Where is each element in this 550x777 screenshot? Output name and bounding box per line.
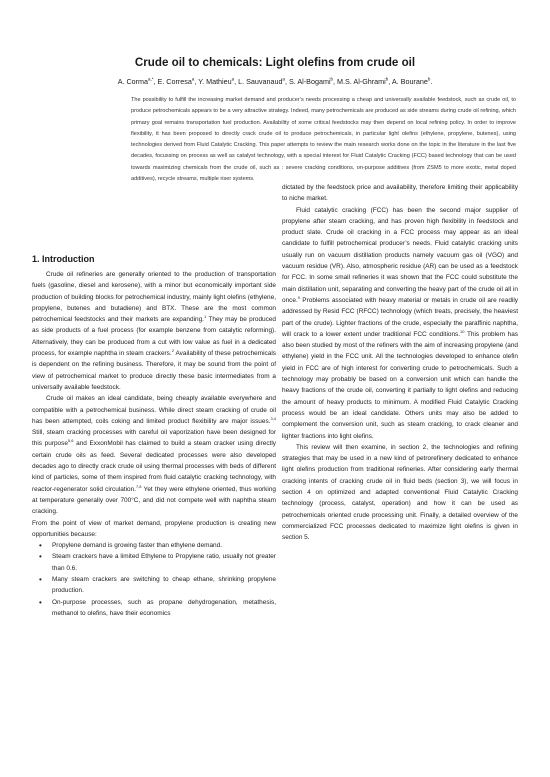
author: S. Al-Bogami	[289, 77, 331, 86]
author-affiliation: b	[427, 76, 431, 82]
reference-marker: 1	[203, 314, 207, 320]
paper-title: Crude oil to chemicals: Light olefins from crude oil	[134, 56, 416, 69]
author: Y. Mathieu	[198, 77, 232, 86]
reference-marker: 9	[297, 294, 300, 300]
paragraph: From the point of view of market demand, propylene production is creating new opportunities because:	[32, 519, 276, 538]
paragraph: Crude oil makes an ideal candidate, being cheaply available everywhere and compatible with a petrochemical business. While direct steam cracking of crude oil has been attempted, coils coking and limited product flexibility are major issues.$^{3,4}$ Still, steam cracking processes with careful oil vaporization have been designed for this purpose$^{5,6}$ and ExxonMobil has claimed to build a steam cracker using directly certain crude oils as feed. Several dedicated processes were also developed decades ago to directly crack crude oil using thermal processes with beds of different kind of particles, some of them inspired from fluid catalytic cracking technology, with reactor-regenerator solid circulation.$^{7,8}$ Yet they were ethylene oriented, thus working at temperature generally over 700°C, and did not compete well with naphtha steam cracking.	[32, 395, 276, 516]
author-affiliation: a	[282, 76, 285, 82]
author-affiliation: a,*	[148, 76, 154, 82]
reference-marker: 2	[171, 347, 174, 353]
author-list: A. Corma$^{a,*}$, E. Corresa$^a$, Y. Mathieu$^a$, L. Sauvanaud$^a$, S. Al-Bogami$^b$, M.S. Al-Ghrami$^b$, A. Bourane$^b$.	[117, 76, 433, 86]
left-column	[32, 253, 276, 619]
reference-marker: 10	[460, 328, 465, 334]
author-affiliation: a	[191, 76, 195, 82]
list-item: • Steam crackers have a limited Ethylene to Propylene ratio, usually not greater than 0.6.	[52, 551, 276, 574]
author-affiliation: b	[385, 76, 389, 82]
reference-marker: 7,8	[135, 483, 142, 489]
right-column	[282, 182, 518, 544]
paragraph: This review will then examine, in section 2, the technologies and refining strategies that may be used in a new kind of petrorefinery dedicated to enhance light olefins production from traditional refineries. After considering early thermal cracking intents of cracking crude oil in fluid beds (section 3), we will focus in section 4 on optimized and adapted conventional Fluid Catalytic Cracking technology (process, catalyst, operation) and how it can be used as petrochemicals oriented crude processing unit. Finally, a detailed overview of the commercialized FCC processes dedicated to maximize light olefins is given in section 5.	[282, 443, 518, 542]
author-affiliation: b	[330, 76, 334, 82]
list-item: • Propylene demand is growing faster than ethylene demand.	[52, 540, 276, 551]
bullet-list	[32, 540, 276, 619]
reference-marker: 5,6	[67, 438, 74, 444]
abstract: The possibility to fulfill the increasing market demand and producer’s needs processing a cheap and universally available feedstock, such as crude oil, to produce petrochemicals appears to be a very attractive strategy. Indeed, many petrochemicals are produced as side streams during crude oil refining, which primary goal remains transportation fuel production. Availability of some critical feedstocks may then depend on local refining policy. In order to improve flexibility, it has been proposed to directly crack crude oil to produce petrochemicals, in particular light olefins (ethylene, propylene, butenes), using technologies derived from Fluid Catalytic Cracking. This paper attempts to review the main research works done on the topic in the literature in the last five decades, focussing on process as well as catalyst technology, with a special interest for Fluid Catalytic Cracking (FCC) based technology that can be used towards maximizing chemicals from the crude oil, such as : severe cracking conditions, on-purpose additives (from ZSM5 to more exotic, metal doped additives), recycle streams, multiple riser systems.	[131, 97, 516, 183]
author: A. Bourane	[391, 77, 428, 86]
author: M.S. Al-Ghrami	[337, 77, 386, 86]
author: L. Sauvanaud	[238, 77, 283, 86]
section-heading-introduction: 1. Introduction	[32, 254, 95, 264]
author: A. Corma	[117, 77, 149, 86]
paragraph: Fluid catalytic cracking (FCC) has been the second major supplier of propylene after steam cracking, and has proven high flexibility in feedstock and product slate. Crude oil cracking in a FCC process may appear as an ideal candidate to fulfill petrochemical producer’s needs. Fluid catalytic cracking units usually run on vacuum distillation products namely vacuum gas oil (VGO) and vacuum residue (VR). Also, atmospheric residue (AR) can be used as a feedstock for FCC. In some small refineries it was shown that the FCC could substitute the main distillation unit, separating and converting the heavy part of the crude oil all in once.$^9$ Problems associated with heavy material or metals in crude oil are readily addressed by Resid FCC (RFCC) technology (which treats, precisely, the heaviest part of the crude). Lighter fractions of the crude, especially the paraffinic naphtha, will crack to a lower extent under traditional FCC conditions.$^{10}$ This problem has also been studied by most of the refiners with the aim of increasing propylene (and ethylene) yield in the FCC unit. All the technologies developed to enhance olefin yield in FCC are of high interest for converting crude to petrochemicals. Such a technology may probably be based on a conversion unit which can handle the heavy fractions of the crude oil, converting it partially to light olefins and reducing the amount of heavy products to minimum. A modified Fluid Catalytic Cracking process would be an ideal candidate. Others units may also be added to complement the conversion unit, such as steam cracking, to crack cleaner and lighter fractions into light olefins.	[282, 206, 518, 440]
paragraph: Crude oil refineries are generally oriented to the production of transportation fuels (gasoline, diesel and kerosene), with a minor but economically important side production of building blocks for petrochemical industry, mainly light olefins (ethylene, propylene, butenes and butadiene) and BTX. These are the most common petrochemical feedstocks and their markets are expanding.$^1$ They may be produced as side products of a fuel process (for example benzene from catalytic reforming). Alternatively, they can be produced from a cut with low value as fuel in a dedicated process, for example naphtha in steam crackers.$^2$ Availability of these petrochemicals is dependent on the refining business. Therefore, it may be sound from the point of view of petrochemical market to produce directly these basic intermediates from a universally available feedstock.	[32, 271, 277, 391]
list-item: • Many steam crackers are switching to cheap ethane, shrinking propylene production.	[52, 574, 276, 597]
author: E. Corresa	[157, 77, 192, 86]
list-item: • On-purpose processes, such as propane dehydrogenation, metathesis, methanol to olefins, have their economics	[52, 597, 276, 620]
paragraph: dictated by the feedstock price and availability, therefore limiting their applicability to niche market.	[282, 184, 518, 203]
reference-marker: 3,4	[270, 415, 276, 421]
author-affiliation: a	[231, 76, 235, 82]
